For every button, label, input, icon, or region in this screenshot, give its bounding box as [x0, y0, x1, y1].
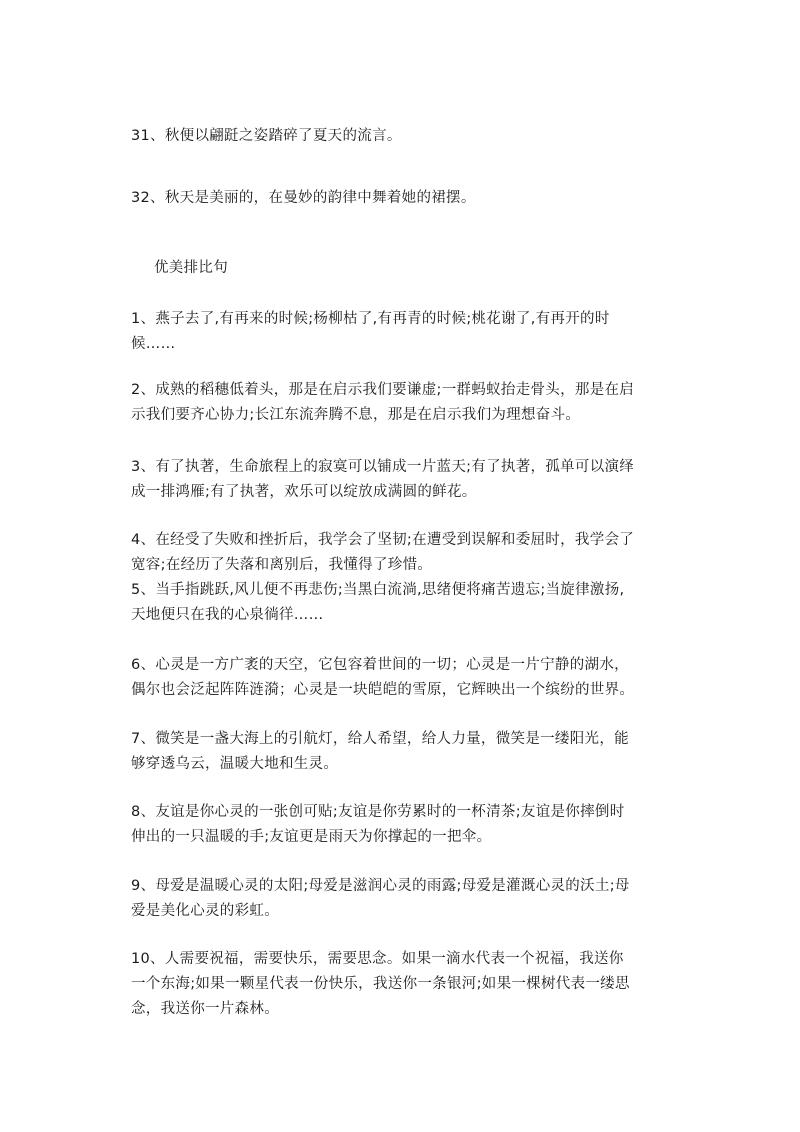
text-line: 1、燕子去了,有再来的时候;杨柳枯了,有再青的时候;桃花谢了,有再开的时: [131, 311, 610, 327]
text-line: 示我们要齐心协力;长江东流奔腾不息，那是在启示我们为理想奋斗。: [131, 407, 581, 423]
text-line: 一个东海;如果一颗星代表一份快乐，我送你一条银河;如果一棵树代表一缕思: [131, 976, 630, 992]
text-line: 10、人需要祝福，需要快乐，需要思念。如果一滴水代表一个祝福，我送你: [131, 951, 624, 967]
text-line: 天地便只在我的心泉徜徉……: [131, 607, 324, 623]
list-item-9: [131, 874, 671, 924]
text-line: 2、成熟的稻穗低着头，那是在启示我们要谦虚;一群蚂蚁抬走骨头，那是在启: [131, 382, 635, 398]
text-line: 32、秋天是美丽的，在曼妙的韵律中舞着她的裙摆。: [131, 190, 476, 206]
text-line: 5、当手指跳跃,风儿便不再悲伤;当黑白流淌,思绪便将痛苦遗忘;当旋律激扬,: [131, 582, 625, 598]
list-item-10: [131, 947, 671, 1022]
intro-item-31: [131, 124, 671, 149]
text-line: 6、心灵是一方广袤的天空，它包容着世间的一切；心灵是一片宁静的湖水，: [131, 657, 629, 673]
section-heading: 优美排比句: [154, 260, 228, 276]
text-line: 8、友谊是你心灵的一张创可贴;友谊是你劳累时的一杯清茶;友谊是你摔倒时: [131, 804, 625, 820]
text-line: 偶尔也会泛起阵阵涟漪；心灵是一块皑皑的雪原，它辉映出一个缤纷的世界。: [131, 682, 635, 698]
list-item-5: [131, 578, 671, 628]
text-line: 够穿透乌云，温暖大地和生灵。: [131, 756, 339, 772]
list-item-2: [131, 378, 671, 428]
list-item-3: [131, 455, 671, 505]
text-line: 爱是美化心灵的彩虹。: [131, 903, 279, 919]
text-line: 成一排鸿雁;有了执著，欢乐可以绽放成满圆的鲜花。: [131, 484, 477, 500]
list-item-7: [131, 727, 671, 777]
text-line: 31、秋便以翩跹之姿踏碎了夏天的流言。: [131, 128, 402, 144]
text-line: 4、在经受了失败和挫折后，我学会了坚韧;在遭受到误解和委屈时，我学会了: [131, 532, 635, 548]
text-line: 候……: [131, 336, 176, 352]
list-item-1: [131, 307, 671, 357]
list-item-6: [131, 653, 671, 703]
text-line: 9、母爱是温暖心灵的太阳;母爱是滋润心灵的雨露;母爱是灌溉心灵的沃土;母: [131, 878, 630, 894]
list-item-8: [131, 800, 671, 850]
list-item-4: [131, 528, 671, 578]
text-line: 3、有了执著，生命旅程上的寂寞可以铺成一片蓝天;有了执著，孤单可以演绎: [131, 459, 635, 475]
text-line: 念，我送你一片森林。: [131, 1001, 279, 1017]
text-line: 7、微笑是一盏大海上的引航灯，给人希望，给人力量，微笑是一缕阳光，能: [131, 731, 629, 747]
text-line: 宽容;在经历了失落和离别后，我懂得了珍惜。: [131, 557, 433, 573]
intro-item-32: [131, 186, 671, 211]
text-line: 伸出的一只温暖的手;友谊更是雨天为你撑起的一把伞。: [131, 829, 492, 845]
